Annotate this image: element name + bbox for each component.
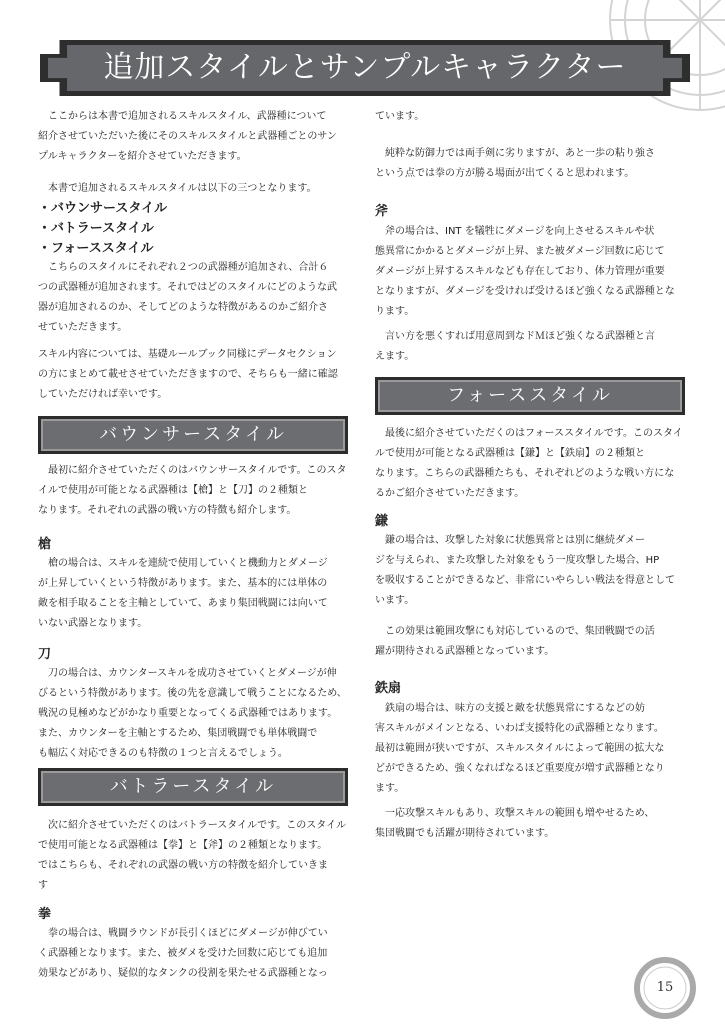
bullet-battler: ・バトラースタイル bbox=[38, 221, 154, 236]
battler-intro: 次に紹介させていただくのはバトラースタイルです。このスタイル で使用可能となる武器種は【拳】と【斧】の２種類となります。 ではこちらも、それぞれの武器の戦い方の特徴を紹介していきま す bbox=[38, 820, 347, 891]
katana-text: 刀の場合は、カウンタースキルを成功させていくとダメージが伸 びるという特徴があります。後の先を意識して戦うことになるため、 戦況の見極めなどがかなり重要となってくる武器種ではあります。 また、カウンターを主軸とするため、集団戦闘でも単体戦闘で も幅広く対応できるのも特徴の１つと言えるでしょう。 bbox=[38, 668, 347, 759]
weapon-heading-fist: 拳 bbox=[38, 907, 52, 922]
weapon-heading-iron-fan: 鉄扇 bbox=[375, 681, 402, 696]
weapon-heading-axe: 斧 bbox=[375, 204, 389, 219]
fist-text-continued: ています。 bbox=[375, 111, 425, 122]
skills-note: スキル内容については、基礎ルールブック同様にデータセクション の方にまとめて載せさせていただきますので、そちらも一緒に確認 していただければ幸いです。 bbox=[38, 349, 338, 400]
weapon-heading-katana: 刀 bbox=[38, 647, 52, 662]
page-title: 追加スタイルとサンプルキャラクター bbox=[103, 50, 627, 85]
weapon-heading-spear: 槍 bbox=[38, 537, 52, 552]
spear-text: 槍の場合は、スキルを連続で使用していくと機動力とダメージ が上昇していくという特徴があります。また、基本的には単体の 敵を相手取ることを主軸としていて、あまり集団戦闘には向いて いない武器となります。 bbox=[38, 558, 328, 629]
axe-paragraph-2: 言い方を悪くすれば用意周到なドＭほど強くなる武器種と言 えます。 bbox=[375, 331, 655, 362]
bullet-force: ・フォーススタイル bbox=[38, 241, 154, 256]
fist-text: 拳の場合は、戦闘ラウンドが長引くほどにダメージが伸びてい く武器種となります。また、被ダメを受けた回数に応じても追加 効果などがあり、疑似的なタンクの役割を果たせる武器種となっ bbox=[38, 928, 328, 979]
force-intro: 最後に紹介させていただくのはフォーススタイルです。このスタイ ルで使用が可能となる武器種は【鎌】と【鉄扇】の２種類と なります。こちらの武器種たちも、それぞれどのような戦い方にな るかご紹介させていただきます。 bbox=[375, 428, 683, 499]
bullet-bouncer: ・バウンサースタイル bbox=[38, 201, 168, 216]
fist-paragraph-2: 純粋な防御力では両手剣に劣りますが、あと一歩の粘り強さ という点では拳の方が勝る場面が出てくると思われます。 bbox=[375, 148, 655, 179]
section-heading-battler: バトラースタイル bbox=[38, 768, 348, 806]
section-heading-bouncer: バウンサースタイル bbox=[38, 416, 348, 454]
iron-fan-paragraph-2: 一応攻撃スキルもあり、攻撃スキルの範囲も増やせるため、 集団戦闘でも活躍が期待されています。 bbox=[375, 808, 655, 839]
page-number: 15 bbox=[656, 980, 674, 995]
intro-paragraph: ここからは本書で追加されるスキルスタイル、武器種について 紹介させていただいた後にそのスキルスタイルと武器種ごとのサン プルキャラクターを紹介させていただきます。 bbox=[38, 111, 337, 162]
weapon-heading-scythe: 鎌 bbox=[375, 514, 389, 529]
after-list-paragraph: こちらのスタイルにそれぞれ２つの武器種が追加され、合計６ つの武器種が追加されます。それではどのスタイルにどのような武 器が追加されるのか、そしてどのような特徴があるのかご紹介さ せていただきます。 bbox=[38, 262, 337, 333]
iron-fan-text: 鉄扇の場合は、味方の支援と敵を状態異常にするなどの妨 害スキルがメインとなる、いわば支援特化の武器種となります。 最初は範囲が狭いですが、スキルスタイルによって範囲の拡大な どができるため、強くなればなるほど重要度が増す武器種となり ます。 bbox=[375, 703, 665, 794]
scythe-paragraph-2: この効果は範囲攻撃にも対応しているので、集団戦闘での活 躍が期待される武器種となっています。 bbox=[375, 626, 655, 657]
scythe-text: 鎌の場合は、攻撃した対象に状態異常とは別に継続ダメー ジを与えられ、また攻撃した対象をもう一度攻撃した場合、HP を吸収することができるなど、非常にいやらしい戦法を得意として います。 bbox=[375, 535, 675, 606]
axe-text: 斧の場合は、INT を犠牲にダメージを向上させるスキルや状 態異常にかかるとダメージが上昇、また被ダメージ回数に応じて ダメージが上昇するスキルなども存在しており、体力管理が重要 となりますが、ダメージを受ければ受けるほど強くなる武器種とな ります。 bbox=[375, 226, 675, 317]
section-heading-force: フォーススタイル bbox=[375, 377, 685, 415]
bouncer-intro: 最初に紹介させていただくのはバウンサースタイルです。このスタ イルで使用が可能となる武器種は【槍】と【刀】の２種類と なります。それぞれの武器の戦い方の特徴も紹介します。 bbox=[38, 465, 347, 516]
list-intro: 本書で追加されるスキルスタイルは以下の三つとなります。 bbox=[38, 183, 317, 194]
